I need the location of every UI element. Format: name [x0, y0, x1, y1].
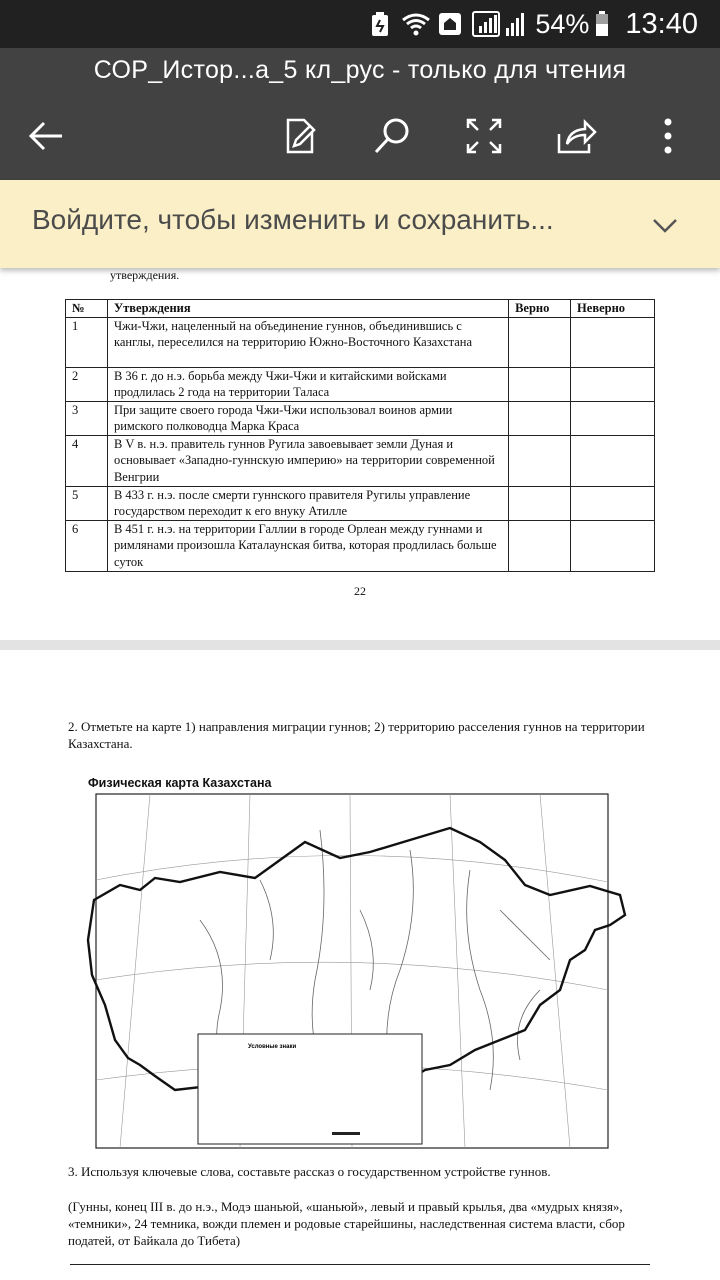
fullscreen-icon	[464, 116, 504, 156]
col-true-header: Верно	[509, 300, 571, 318]
row-number: 5	[66, 486, 108, 520]
task-3-text: 3. Используя ключевые слова, составьте рассказ о государственном устройстве гуннов.	[68, 1164, 551, 1179]
search-button[interactable]	[364, 108, 420, 164]
true-cell	[509, 317, 571, 367]
false-cell	[571, 486, 655, 520]
true-cell	[509, 486, 571, 520]
row-number: 6	[66, 520, 108, 571]
clock: 13:40	[625, 7, 698, 40]
col-number-header: №	[66, 300, 108, 318]
false-cell	[571, 401, 655, 435]
edit-button[interactable]	[272, 108, 328, 164]
col-statement-header: Утверждения	[107, 300, 508, 318]
table-row	[66, 367, 655, 401]
chevron-down-icon[interactable]	[648, 208, 682, 242]
map-legend-title: Условные знаки	[248, 1044, 297, 1050]
text-fragment: утверждения.	[110, 268, 180, 282]
false-cell	[571, 367, 655, 401]
sign-in-banner[interactable]	[0, 180, 720, 268]
sign-in-text: Войдите, чтобы изменить и сохранить...	[32, 204, 554, 235]
table-row	[66, 435, 655, 486]
search-icon	[372, 116, 412, 156]
fullscreen-button[interactable]	[456, 108, 512, 164]
app-bar	[0, 48, 720, 180]
share-icon	[555, 116, 597, 156]
true-cell	[509, 520, 571, 571]
false-cell	[571, 317, 655, 367]
page-separator	[0, 640, 720, 650]
document-title: СОР_Истор...а_5 кл_рус - только для чтения	[93, 56, 627, 84]
row-number: 1	[66, 317, 108, 367]
table-row	[66, 486, 655, 520]
col-false-header: Неверно	[571, 300, 655, 318]
true-cell	[509, 435, 571, 486]
home-icon	[437, 0, 463, 48]
true-cell	[509, 401, 571, 435]
row-number: 3	[66, 401, 108, 435]
map-title: Физическая карта Казахстана	[88, 776, 272, 790]
share-button[interactable]	[548, 108, 604, 164]
more-options-button[interactable]	[640, 108, 696, 164]
row-number: 4	[66, 435, 108, 486]
edit-icon	[280, 116, 320, 156]
statements-table	[65, 299, 655, 572]
true-cell	[509, 367, 571, 401]
row-number: 2	[66, 367, 108, 401]
table-row	[66, 317, 655, 367]
task-2-text: 2. Отметьте на карте 1) направления миграции гуннов; 2) территорию расселения гуннов на территории Казахстана.	[68, 719, 645, 751]
keywords-text: (Гунны, конец III в. до н.э., Модэ шаньюй, «шаньюй», левый и правый крылья, два «мудрых князя», «темники», 24 темника, вожди племен и родовые старейшины, наследственная система власти, сбор податей, от Байкала до Тибета)	[68, 1199, 625, 1248]
wifi-icon	[401, 0, 431, 48]
table-header-row	[66, 300, 655, 318]
row-statement: Чжи-Чжи, нацеленный на объединение гуннов, объединившись с канглы, переселился на территорию Южно-Восточного Казахстана	[107, 317, 508, 367]
row-statement: В V в. н.э. правитель гуннов Ругила завоевывает земли Дуная и основывает «Западно-гуннскую империю» на территории современной Венгрии	[107, 435, 508, 486]
notification-icon	[369, 0, 391, 48]
more-vert-icon	[658, 116, 678, 156]
battery-percent: 54%	[535, 8, 590, 39]
kazakhstan-outline-map	[80, 790, 632, 1154]
page-number: 22	[354, 584, 366, 598]
row-statement: В 433 г. н.э. после смерти гуннского правителя Ругилы управление государством переходит к его внуку Атилле	[107, 486, 508, 520]
signal-icon	[505, 0, 525, 48]
table-row	[66, 520, 655, 571]
false-cell	[571, 520, 655, 571]
back-arrow-icon	[26, 116, 66, 156]
back-button[interactable]	[18, 108, 74, 164]
status-bar	[0, 0, 720, 48]
row-statement: При защите своего города Чжи-Чжи использовал воинов армии римского полководца Марка Краса	[107, 401, 508, 435]
row-statement: В 451 г. н.э. на территории Галлии в городе Орлеан между гуннами и римлянами произошла Каталаунская битва, которая продлилась больше суток	[107, 520, 508, 571]
answer-line	[70, 1264, 650, 1265]
row-statement: В 36 г. до н.э. борьба между Чжи-Чжи и китайскими войсками продлилась 2 года на территории Таласа	[107, 367, 508, 401]
table-row	[66, 401, 655, 435]
false-cell	[571, 435, 655, 486]
document-view[interactable]	[0, 268, 720, 1280]
battery-icon	[595, 0, 609, 48]
sim-icon	[471, 0, 501, 48]
